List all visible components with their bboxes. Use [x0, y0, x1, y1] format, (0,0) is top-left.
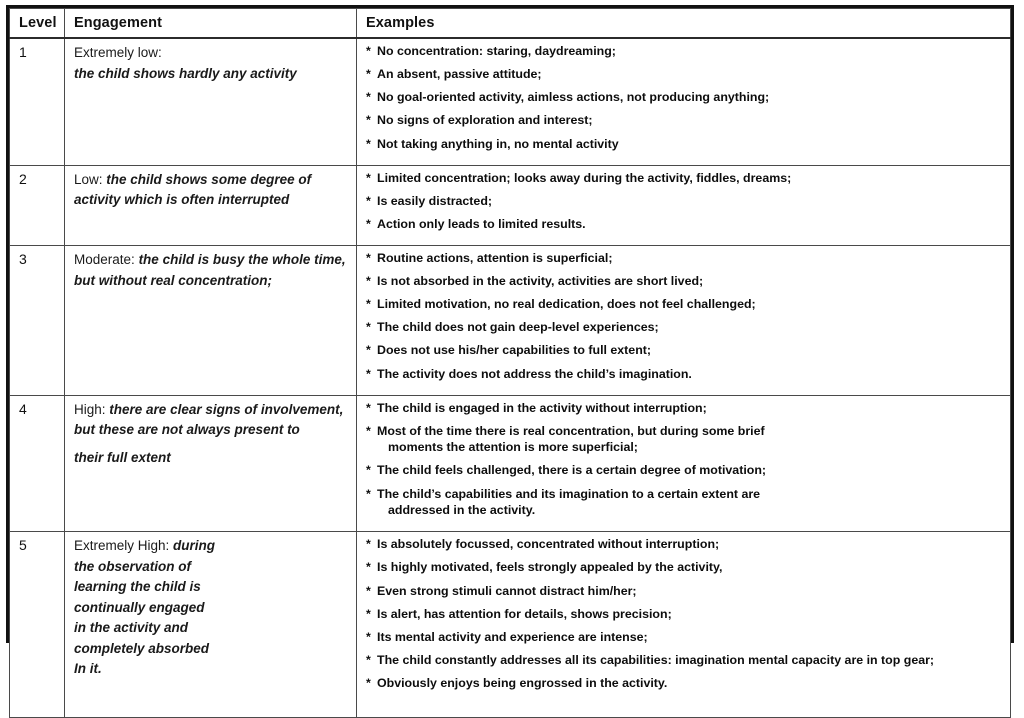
list-item [366, 250, 1003, 267]
engagement-rubric-table [9, 8, 1011, 718]
list-item [366, 423, 1003, 456]
cell-examples-2 [357, 165, 1011, 245]
engagement-emph-5-l4: in the activity and [74, 620, 189, 636]
engagement-emph-4: there are clear signs of involvement, but these are not always present to [74, 401, 344, 438]
cell-engagement-4 [65, 395, 357, 532]
cell-examples-5 [357, 532, 1011, 718]
bullet-star-icon: * [366, 463, 371, 478]
list-item-text: Is alert, has attention for details, shows precision; [377, 606, 672, 621]
list-item-text: Is absolutely focussed, concentrated without interruption; [377, 537, 720, 552]
list-item [366, 536, 1003, 553]
list-item [366, 400, 1003, 417]
cell-level-3: 3 [10, 246, 65, 396]
engagement-lead-4: High: [74, 401, 106, 417]
list-item [366, 136, 1003, 153]
engagement-emph-5-l2: learning the child is [74, 579, 201, 595]
list-item-text: The child constantly addresses all its capabilities: imagination mental capacity are in top gear; [377, 652, 935, 667]
list-item-text: The child does not gain deep-level experiences; [377, 320, 659, 335]
list-item-text: Limited concentration; looks away during the activity, fiddles, dreams; [377, 170, 792, 185]
examples-list-4 [366, 400, 1003, 519]
table-body [10, 38, 1011, 718]
list-item-text: Not taking anything in, no mental activity [377, 136, 619, 151]
list-item [366, 559, 1003, 576]
cell-level-2: 2 [10, 165, 65, 245]
list-item-text: Obviously enjoys being engrossed in the activity. [377, 675, 668, 690]
table-row [10, 532, 1011, 718]
list-item-text: Action only leads to limited results. [377, 216, 586, 231]
engagement-emph-5-l5: completely absorbed [74, 640, 210, 656]
engagement-emph-5-l6: In it. [74, 661, 102, 677]
list-item [366, 675, 1003, 692]
list-item-text: Limited motivation, no real dedication, does not feel challenged; [377, 297, 756, 312]
table-row [10, 395, 1011, 532]
list-item-text: No concentration: staring, daydreaming; [377, 44, 616, 59]
bullet-star-icon: * [366, 67, 371, 82]
list-item [366, 89, 1003, 106]
engagement-emph-4b: their full extent [74, 449, 171, 465]
cell-examples-1 [357, 38, 1011, 165]
list-item [366, 342, 1003, 359]
list-item [366, 629, 1003, 646]
bullet-star-icon: * [366, 170, 371, 185]
bullet-star-icon: * [366, 560, 371, 575]
list-item [366, 606, 1003, 623]
list-item [366, 66, 1003, 83]
bullet-star-icon: * [366, 44, 371, 59]
engagement-lead-2: Low: [74, 171, 103, 187]
engagement-emph-3: the child is busy the whole time, but without real concentration; [74, 252, 346, 288]
bullet-star-icon: * [366, 537, 371, 552]
list-item-text: Its mental activity and experience are intense; [377, 629, 648, 644]
bullet-star-icon: * [366, 297, 371, 312]
list-item [366, 366, 1003, 383]
list-item-text-cont: addressed in the activity. [388, 503, 536, 518]
list-item [366, 193, 1003, 210]
bullet-star-icon: * [366, 583, 371, 598]
list-item [366, 43, 1003, 60]
header-level: Level [10, 9, 65, 39]
bullet-star-icon: * [366, 366, 371, 381]
cell-engagement-2 [65, 165, 357, 245]
list-item [366, 486, 1003, 519]
cell-level-1: 1 [10, 38, 65, 165]
list-item [366, 216, 1003, 233]
cell-level-4: 4 [10, 395, 65, 532]
cell-examples-3 [357, 246, 1011, 396]
list-item [366, 652, 1003, 669]
table-row [10, 38, 1011, 165]
engagement-emph-5-l0: during [173, 538, 216, 554]
bullet-star-icon: * [366, 193, 371, 208]
list-item-text-cont: moments the attention is more superficial; [388, 440, 638, 455]
list-item [366, 462, 1003, 479]
bullet-star-icon: * [366, 320, 371, 335]
list-item [366, 319, 1003, 336]
list-item [366, 583, 1003, 600]
engagement-emph-5-l1: the observation of [74, 558, 192, 574]
list-item-text: Is not absorbed in the activity, activities are short lived; [377, 274, 704, 289]
engagement-lead-3: Moderate: [74, 252, 135, 267]
examples-list-3 [366, 250, 1003, 382]
engagement-lead-1: Extremely low: [74, 45, 162, 61]
bullet-star-icon: * [366, 90, 371, 105]
bullet-star-icon: * [366, 652, 371, 667]
list-item-text: No signs of exploration and interest; [377, 113, 593, 128]
bullet-star-icon: * [366, 251, 371, 265]
table-row [10, 165, 1011, 245]
bullet-star-icon: * [366, 400, 371, 415]
list-item-text: Is highly motivated, feels strongly appealed by the activity, [377, 560, 723, 575]
list-item-text: Is easily distracted; [377, 193, 493, 208]
bullet-star-icon: * [366, 423, 371, 438]
list-item-text: Routine actions, attention is superficial; [377, 251, 613, 265]
cell-engagement-1 [65, 38, 357, 165]
cell-engagement-3 [65, 246, 357, 396]
bullet-star-icon: * [366, 343, 371, 358]
rubric-table-frame [6, 5, 1014, 690]
cell-level-5: 5 [10, 532, 65, 718]
bullet-star-icon: * [366, 675, 371, 690]
list-item-text: The child’s capabilities and its imagination to a certain extent are [377, 486, 761, 501]
engagement-emph-5-l3: continually engaged [74, 599, 205, 615]
bullet-star-icon: * [366, 136, 371, 151]
list-item-text: Does not use his/her capabilities to full extent; [377, 343, 652, 358]
list-item [366, 296, 1003, 313]
bullet-star-icon: * [366, 113, 371, 128]
bullet-star-icon: * [366, 606, 371, 621]
table-header [10, 9, 1011, 39]
list-item [366, 112, 1003, 129]
engagement-emph-2: the child shows some degree of activity which is often interrupted [74, 171, 312, 208]
header-examples: Examples [357, 9, 1011, 39]
list-item-text: The child feels challenged, there is a certain degree of motivation; [377, 463, 767, 478]
examples-list-5 [366, 536, 1003, 691]
engagement-spacer [74, 441, 349, 448]
header-row [10, 9, 1011, 39]
bullet-star-icon: * [366, 629, 371, 644]
engagement-emph-1: the child shows hardly any activity [74, 65, 297, 81]
examples-list-2 [366, 170, 1003, 233]
bullet-star-icon: * [366, 486, 371, 501]
bullet-star-icon: * [366, 216, 371, 231]
list-item-text: Even strong stimuli cannot distract him/her; [377, 583, 637, 598]
list-item [366, 170, 1003, 187]
examples-list-1 [366, 43, 1003, 152]
list-item-text: The child is engaged in the activity without interruption; [377, 400, 707, 415]
cell-examples-4 [357, 395, 1011, 532]
bullet-star-icon: * [366, 274, 371, 289]
engagement-lead-5: Extremely High: [74, 538, 170, 554]
list-item-text: An absent, passive attitude; [377, 67, 542, 82]
list-item-text: Most of the time there is real concentration, but during some brief [377, 423, 765, 438]
list-item-text: The activity does not address the child’s imagination. [377, 366, 692, 381]
list-item-text: No goal-oriented activity, aimless actions, not producing anything; [377, 90, 770, 105]
header-engagement: Engagement [65, 9, 357, 39]
table-row [10, 246, 1011, 396]
cell-engagement-5 [65, 532, 357, 718]
list-item [366, 273, 1003, 290]
